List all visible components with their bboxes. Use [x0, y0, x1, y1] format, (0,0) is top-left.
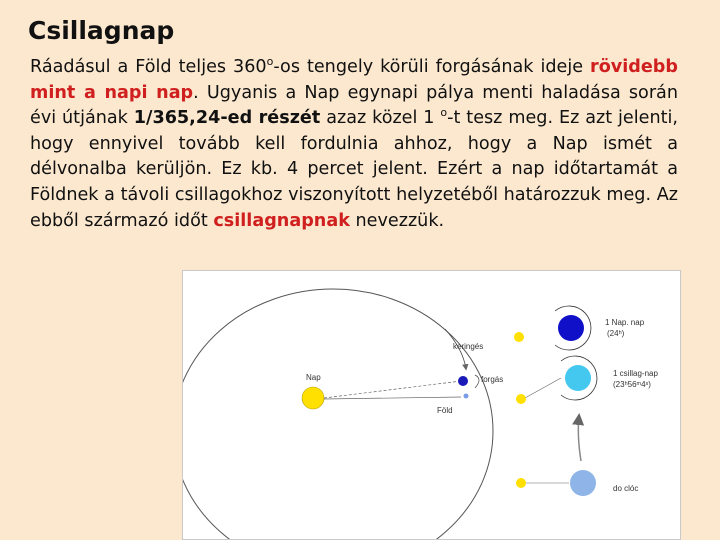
label-kerings: keringés: [453, 342, 484, 351]
orbit-diagram: [182, 270, 681, 540]
degree-sup: o: [266, 55, 274, 69]
label-csillagnap-time: (23ʰ56ᵐ4ˢ): [613, 380, 651, 389]
line-sun-earth-2: [324, 397, 461, 399]
upward-arrow: [578, 416, 581, 461]
earth: [458, 376, 468, 386]
label-napi-nap: 1 Nap. nap: [605, 318, 645, 327]
reference-point: [464, 394, 469, 399]
text-segment: nevezzük.: [349, 210, 445, 231]
highlight-napi-nap: rövidebb mint a napi nap: [30, 57, 678, 103]
label-kezdes: do clóc: [613, 484, 639, 493]
page-title: Csillagnap: [28, 16, 175, 45]
label-csillagnap: 1 csillag-nap: [613, 369, 658, 378]
label-forgas: forgás: [481, 375, 504, 384]
label-napi-nap-time: (24ʰ): [607, 329, 625, 338]
body-paragraph: [30, 55, 678, 234]
degree-sup: o: [440, 106, 448, 120]
start-sun: [516, 478, 526, 488]
highlight-csillagnap: csillagnapnak: [213, 210, 350, 231]
text-segment: Ráadásul a Föld teljes 360: [30, 57, 267, 77]
start-earth: [570, 470, 596, 496]
sidereal-earth: [565, 365, 591, 391]
forgas-arrow: [475, 375, 479, 388]
bold-fraction: 1/365,24-ed részét: [133, 108, 321, 129]
sun: [302, 387, 324, 409]
day-sun: [514, 332, 524, 342]
label-nap: Nap: [306, 373, 321, 382]
day-earth-dark: [558, 315, 584, 341]
sidereal-sun: [516, 394, 526, 404]
line-sun-earth: [324, 381, 461, 398]
text-segment: -t tesz meg. Ez azt jelenti, hogy ennyivel tovább kell fordulnia ahhoz, hogy a Nap ismét a délvonalba kerüljön. Ez kb. 4 percet jelent. Ezért a nap időtartamát a Földnek a távoli csillagokhoz viszonyított helyzetéből határozzuk meg. Az ebből származó időt: [30, 108, 678, 231]
orbit-diagram-svg: [183, 271, 680, 539]
text-segment: . Ugyanis a Nap egynapi pálya menti haladása során évi útjának: [30, 82, 678, 129]
label-fold: Föld: [437, 406, 453, 415]
sidereal-line: [525, 378, 561, 398]
text-segment: -os tengely körüli forgásának ideje: [273, 57, 591, 77]
text-segment: azaz közel 1: [320, 108, 441, 129]
